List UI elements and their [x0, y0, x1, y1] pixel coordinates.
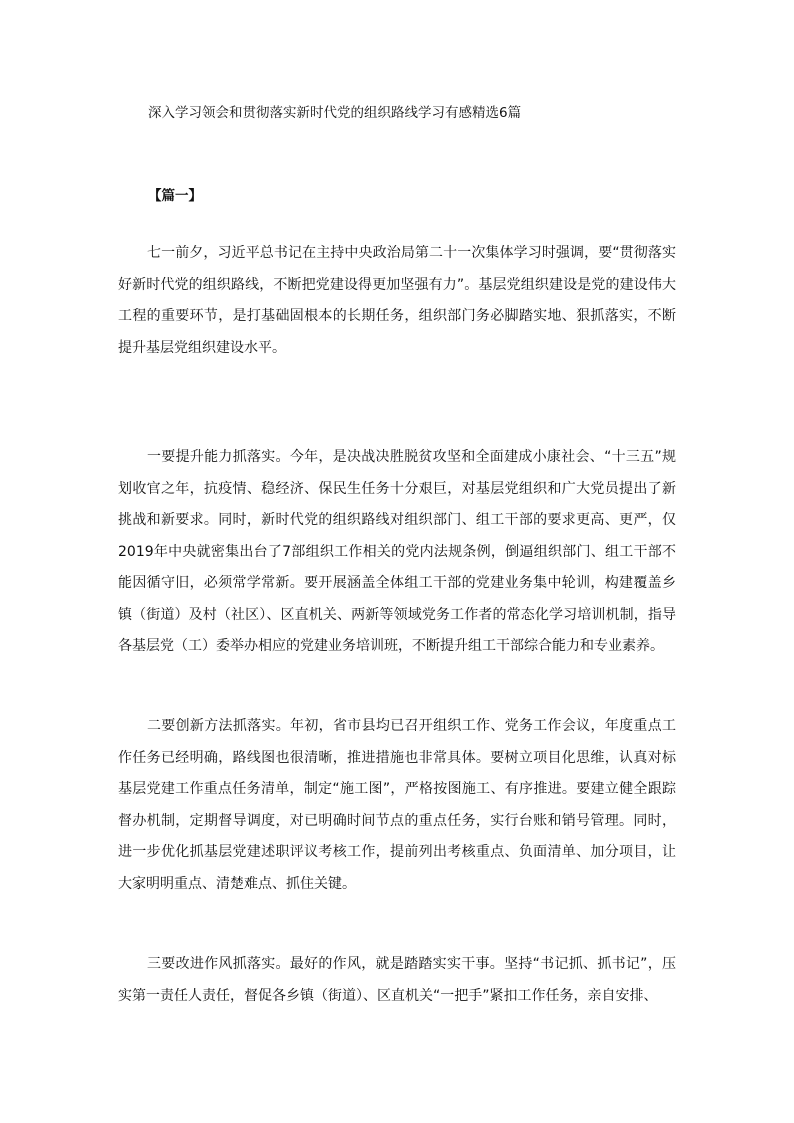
paragraph-1: 七一前夕，习近平总书记在主持中央政治局第二十一次集体学习时强调，要“贯彻落实好新时代党的组织路线，不断把党建设得更加坚强有力”。基层党组织建设是党的建设伟大工程的重要环节，是打基础固根本的长期任务，组织部门务必脚踏实地、狠抓落实，不断提升基层党组织建设水平。 [118, 245, 676, 356]
document-title: 深入学习领会和贯彻落实新时代党的组织路线学习有感精选6篇 [148, 105, 522, 121]
paragraph-3: 二要创新方法抓落实。年初，省市县均已召开组织工作、党务工作会议，年度重点工作任务已经明确，路线图也很清晰，推进措施也非常具体。要树立项目化思维，认真对标基层党建工作重点任务清单，制定“施工图”，严格按图施工、有序推进。要建立健全跟踪督办机制，定期督导调度，对已明确时间节点的重点任务，实行台账和销号管理。同时，进一步优化抓基层党建述职评议考核工作，提前列出考核重点、负面清单、加分项目，让大家明明重点、清楚难点、抓住关键。 [118, 718, 676, 892]
paragraph-2: 一要提升能力抓落实。今年，是决战决胜脱贫攻坚和全面建成小康社会、“十三五”规划收官之年，抗疫情、稳经济、保民生任务十分艰巨，对基层党组织和广大党员提出了新挑战和新要求。同时，新时代党的组织路线对组织部门、组工干部的要求更高、更严，仅2019年中央就密集出台了7部组织工作相关的党内法规条例，倒逼组织部门、组工干部不能因循守旧，必须常学常新。要开展涵盖全体组工干部的党建业务集中轮训，构建覆盖乡镇（街道）及村（社区）、区直机关、两新等领域党务工作者的常态化学习培训机制，指导各基层党（工）委举办相应的党建业务培训班，不断提升组工干部综合能力和专业素养。 [118, 449, 676, 654]
paragraph-4: 三要改进作风抓落实。最好的作风，就是踏踏实实干事。坚持“书记抓、抓书记”，压实第一责任人责任，督促各乡镇（街道）、区直机关“一把手”紧扣工作任务，亲自安排、 [118, 956, 676, 1004]
section-heading: 【篇一】 [148, 188, 202, 204]
